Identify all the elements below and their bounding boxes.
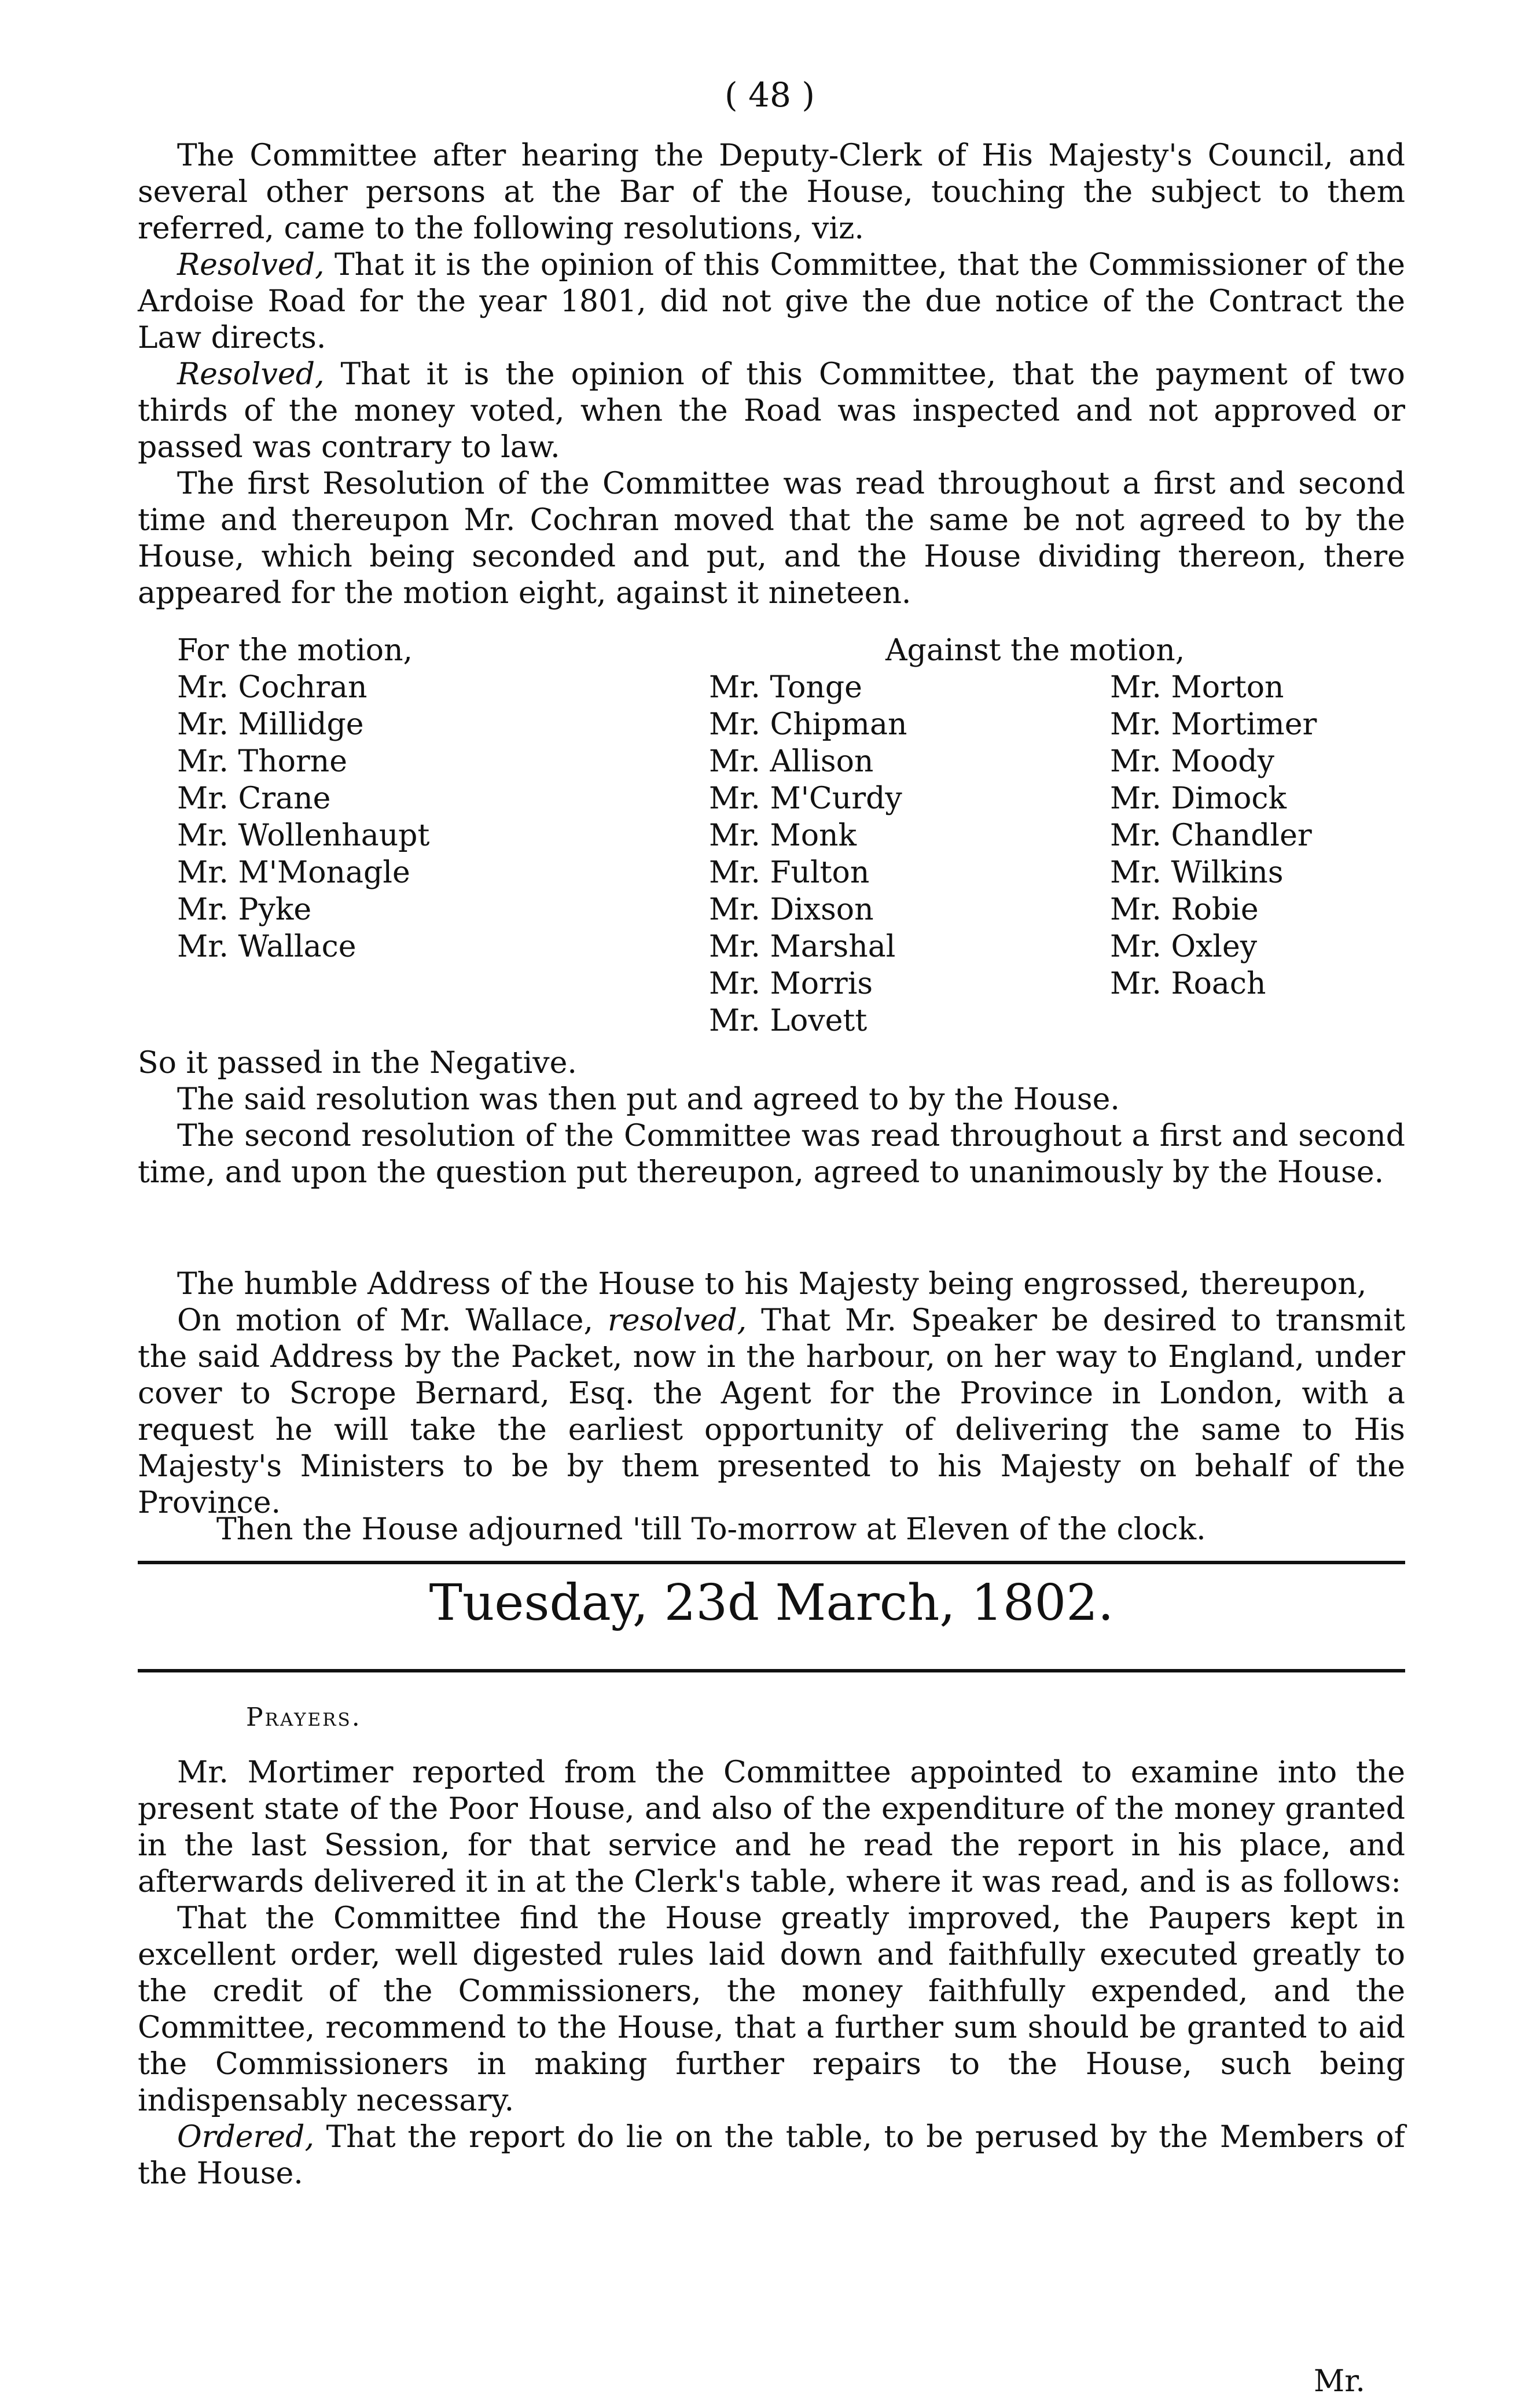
- against-motion-label: Against the motion,: [885, 633, 1185, 668]
- address-section: [138, 1266, 1405, 1521]
- member-name: Mr. Pyke: [177, 892, 312, 927]
- member-name: Mr. Thorne: [177, 744, 348, 779]
- divider-rule: [138, 1561, 1405, 1564]
- divider-rule: [138, 1669, 1405, 1672]
- member-name: Mr. M'Curdy: [709, 781, 902, 816]
- member-name: Mr. Chandler: [1110, 818, 1312, 853]
- against-motion-column-1: [709, 669, 907, 1039]
- against-motion-column-2: [1110, 669, 1317, 1002]
- ordered-paragraph: [138, 2119, 1405, 2192]
- date-heading: Tuesday, 23d March, 1802.: [429, 1574, 1114, 1632]
- member-name: Mr. Robie: [1110, 892, 1259, 927]
- member-name: Mr. Fulton: [709, 855, 870, 890]
- member-name: Mr. Chipman: [709, 707, 907, 742]
- catchword: Mr.: [1314, 2364, 1365, 2399]
- member-name: Mr. Wallace: [177, 929, 356, 964]
- motion-text: That Mr. Speaker be desired to transmit the said Address by the Packet, now in the harbour, on her way to England, under cover to Scrope Bernard, Esq. the Agent for the Province in London, with a request he will take the earliest opportunity of delivering the same to His Majesty's Ministers to be by them presented to his Majesty on behalf of the Province.: [138, 1303, 1405, 1520]
- member-name: Mr. Wollenhaupt: [177, 818, 430, 853]
- member-name: Mr. Cochran: [177, 670, 367, 705]
- member-name: Mr. Morris: [709, 966, 873, 1001]
- report-paragraph: That the Committee find the House greatly improved, the Paupers kept in excellent order, well digested rules laid down and faithfully executed greatly to the credit of the Commissioners, the money faithfully expended, and the Committee, recommend to the House, that a further sum should be granted to aid the Commissioners in making further repairs to the House, such being indispensably necessary.: [138, 1901, 1405, 2118]
- member-name: Mr. Crane: [177, 781, 331, 816]
- member-name: Mr. Allison: [709, 744, 874, 779]
- member-name: Mr. Moody: [1110, 744, 1274, 779]
- member-name: Mr. Lovett: [709, 1003, 868, 1038]
- resolution-1-text: That it is the opinion of this Committee, that the Commissioner of the Ardoise Road for the year 1801, did not give the due notice of the Contract the Law directs.: [138, 248, 1405, 355]
- committee-section: [138, 138, 1405, 612]
- member-name: Mr. Tonge: [709, 670, 862, 705]
- mortimer-paragraph: Mr. Mortimer reported from the Committee appointed to examine into the present state of the Poor House, and also of the expenditure of the money granted in the last Session, for that service and he read the report in his place, and afterwards delivered it in at the Clerk's table, where it was read, and is as follows:: [138, 1755, 1405, 1899]
- agreed-paragraph: The said resolution was then put and agreed to by the House.: [177, 1082, 1120, 1117]
- prayers-heading: Prayers.: [246, 1703, 362, 1732]
- address-paragraph: The humble Address of the House to his Majesty being engrossed, thereupon,: [177, 1267, 1367, 1302]
- ordered-label: Ordered,: [177, 2120, 314, 2155]
- resolution-2: [138, 356, 1405, 466]
- member-name: Mr. Mortimer: [1110, 707, 1317, 742]
- first-resolution-paragraph: The first Resolution of the Committee was read throughout a first and second time and thereupon Mr. Cochran moved that the same be not agreed to by the House, which being seconded and put, and the House dividing thereon, there appeared for the motion eight, against it nineteen.: [138, 466, 1405, 611]
- member-name: Mr. Oxley: [1110, 929, 1258, 964]
- member-name: Mr. Wilkins: [1110, 855, 1284, 890]
- resolved-label: Resolved,: [177, 248, 325, 282]
- adjourned-paragraph: Then the House adjourned 'till To-morrow at Eleven of the clock.: [216, 1512, 1206, 1547]
- for-motion-label: For the motion,: [177, 633, 413, 668]
- report-section: [138, 1755, 1405, 2192]
- ordered-text: That the report do lie on the table, to be perused by the Members of the House.: [138, 2120, 1405, 2191]
- motion-prefix: On motion of Mr. Wallace,: [177, 1303, 608, 1338]
- resolution-2-text: That it is the opinion of this Committee, that the payment of two thirds of the money voted, when the Road was inspected and not approved or passed was contrary to law.: [138, 357, 1405, 465]
- adjourn-section: [138, 1512, 1405, 1548]
- negative-paragraph: So it passed in the Negative.: [138, 1046, 577, 1080]
- member-name: Mr. M'Monagle: [177, 855, 410, 890]
- resolved-label: resolved,: [607, 1303, 747, 1338]
- outcome-section: [138, 1045, 1405, 1191]
- for-motion-column: [177, 632, 429, 965]
- resolution-1: [138, 247, 1405, 356]
- member-name: Mr. Monk: [709, 818, 857, 853]
- member-name: Mr. Dimock: [1110, 781, 1287, 816]
- member-name: Mr. Roach: [1110, 966, 1266, 1001]
- page-number: ( 48 ): [725, 75, 815, 115]
- member-name: Mr. Morton: [1110, 670, 1284, 705]
- committee-paragraph: The Committee after hearing the Deputy-Clerk of His Majesty's Council, and several other persons at the Bar of the House, touching the subject to them referred, came to the following resolutions, viz.: [138, 138, 1405, 246]
- member-name: Mr. Dixson: [709, 892, 874, 927]
- member-name: Mr. Marshal: [709, 929, 896, 964]
- second-resolution-paragraph: The second resolution of the Committee was read throughout a first and second time, and upon the question put thereupon, agreed to unanimously by the House.: [138, 1119, 1405, 1190]
- resolved-label: Resolved,: [177, 357, 325, 392]
- member-name: Mr. Millidge: [177, 707, 364, 742]
- motion-paragraph: [138, 1303, 1405, 1521]
